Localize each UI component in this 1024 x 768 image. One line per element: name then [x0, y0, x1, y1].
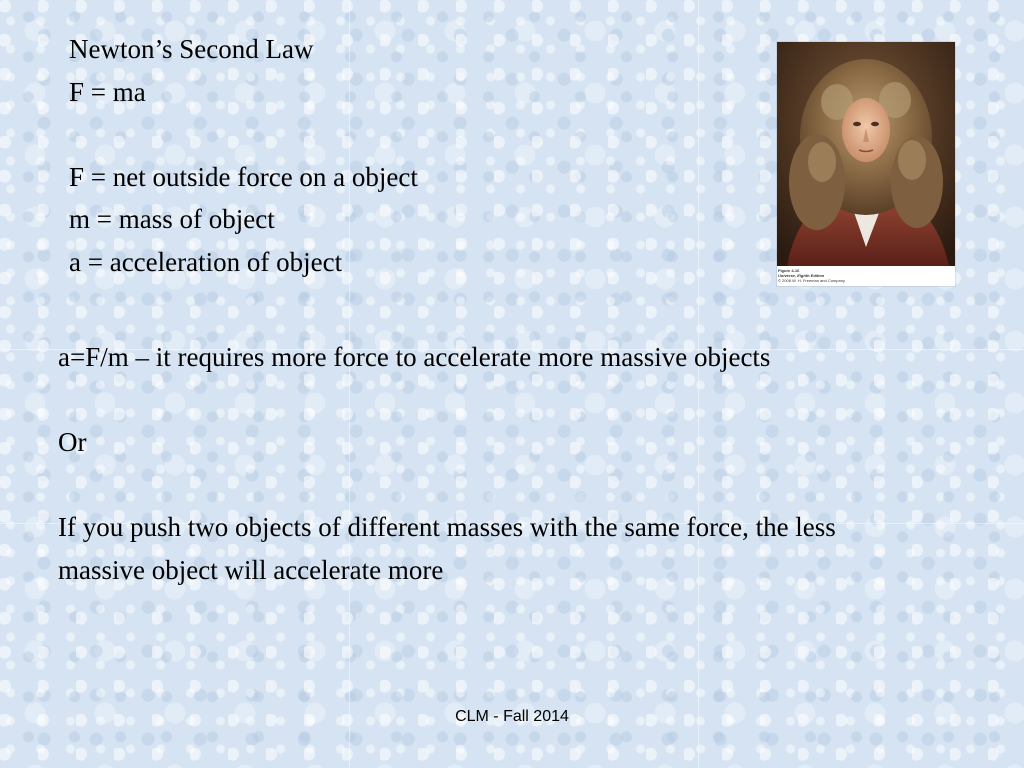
spacer	[69, 113, 418, 156]
spacer	[58, 464, 918, 507]
spacer	[58, 379, 918, 422]
definition-acceleration: a = acceleration of object	[69, 246, 343, 277]
explanation-block	[58, 336, 918, 591]
portrait-image	[777, 42, 955, 266]
definition-force: F = net outside force on a object	[69, 161, 418, 192]
equation: F = ma	[69, 76, 146, 107]
figure-caption	[778, 268, 845, 283]
explanation-paragraph: a=F/m – it requires more force to accelerate more massive objects	[58, 342, 771, 372]
law-statement	[69, 28, 418, 283]
slide-footer: CLM - Fall 2014	[455, 708, 569, 725]
slide-title: Newton’s Second Law	[69, 34, 314, 64]
caption-figure-number: Figure 4-16	[778, 268, 800, 273]
caption-book-title: Universe, Eighth Edition	[778, 273, 825, 278]
connector-text: Or	[58, 427, 87, 457]
definition-mass: m = mass of object	[69, 204, 275, 234]
caption-copyright: © 2008 W. H. Freeman and Company	[778, 278, 845, 283]
example-paragraph: If you push two objects of different masses with the same force, the less massive object will accelerate more	[58, 512, 836, 585]
newton-portrait	[777, 42, 955, 286]
